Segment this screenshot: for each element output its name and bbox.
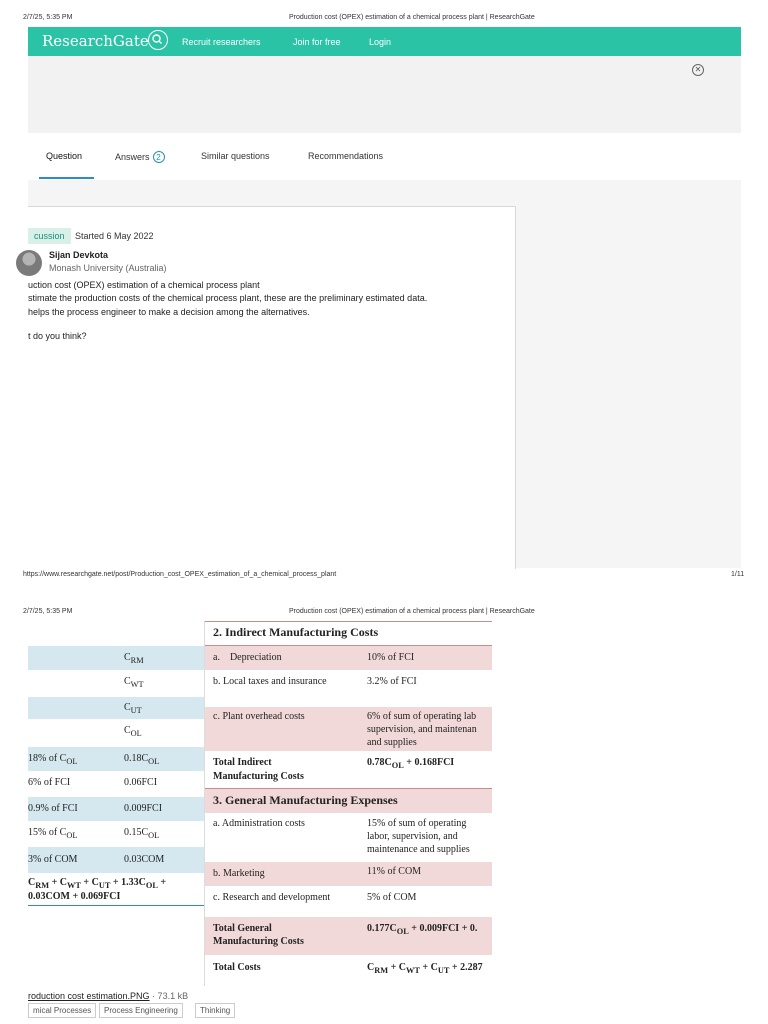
tab-similar-questions[interactable]: Similar questions	[201, 151, 270, 161]
ad-banner	[28, 56, 741, 133]
topic-tag[interactable]: mical Processes	[28, 1003, 96, 1018]
table-row: a. Administration costs 15% of sum of operating labor, supervision, and maintenance and supplies	[213, 818, 470, 855]
table-row: $C_{WT}$	[124, 676, 144, 689]
table-row: b. Local taxes and insurance 3.2% of FCI	[213, 676, 417, 687]
attachment-link[interactable]: roduction cost estimation.PNG	[28, 991, 150, 1001]
section-heading: 2. Indirect Manufacturing Costs	[205, 625, 492, 646]
table-row: a. Depreciation 10% of FCI	[205, 646, 492, 670]
cost-table-right-fragment	[205, 621, 492, 986]
join-for-free-link[interactable]: Join for free	[293, 37, 341, 47]
print-page-number: 1/11	[731, 571, 745, 578]
print-title: Production cost (OPEX) estimation of a chemical process plant | ResearchGate	[289, 14, 535, 21]
discussion-tag[interactable]: cussion	[28, 228, 71, 244]
print-url: https://www.researchgate.net/post/Production_cost_OPEX_estimation_of_a_chemical_process_plant	[23, 571, 337, 578]
table-row: $C_{OL}$	[124, 725, 142, 738]
started-date: Started 6 May 2022	[75, 231, 154, 241]
print-title: Production cost (OPEX) estimation of a chemical process plant | ResearchGate	[289, 608, 535, 615]
tab-bar	[28, 134, 741, 181]
search-icon[interactable]	[148, 30, 168, 50]
tab-answers-label: Answers	[115, 152, 150, 162]
table-row: 0.9% of FCI 0.009FCI	[28, 797, 204, 821]
tab-question[interactable]: Question	[46, 151, 83, 161]
section-heading: 3. General Manufacturing Expenses	[205, 788, 492, 813]
table-row-total: Total Costs $C_{RM} + C_{WT} + C_{UT} + 2.287$	[213, 962, 483, 975]
table-row-total: Total Indirect Manufacturing Costs $0.78C_{OL} + 0.168FCI$	[213, 757, 455, 782]
avatar[interactable]	[16, 250, 42, 276]
tab-recommendations[interactable]: Recommendations	[308, 151, 384, 161]
active-tab-indicator	[39, 177, 94, 179]
topic-tag[interactable]: Thinking	[195, 1003, 235, 1018]
table-row-total: $C_{RM} + C_{WT} + C_{UT} + 1.33C_{OL}$ + 0.03COM + 0.069FCI	[28, 875, 204, 906]
recruit-researchers-link[interactable]: Recruit researchers	[182, 37, 261, 47]
table-row: 18% of $C_{OL}$ $0.18C_{OL}$	[28, 747, 204, 771]
table-row: 6% of FCI 0.06FCI	[28, 777, 158, 788]
table-row: $C_{UT}$	[28, 697, 204, 719]
author-name[interactable]: Sijan Devkota	[49, 250, 109, 260]
question-text-line: helps the process engineer to make a decision among the alternatives.	[28, 307, 310, 317]
tab-answers[interactable]	[115, 151, 165, 163]
print-datetime: 2/7/25, 5:35 PM	[23, 14, 73, 21]
table-row: 15% of $C_{OL}$ $0.15C_{OL}$	[28, 827, 160, 840]
question-card	[28, 206, 516, 569]
answers-count-badge: 2	[153, 151, 165, 163]
login-link[interactable]: Login	[369, 37, 392, 47]
table-row-total: Total General Manufacturing Costs $0.177C_{OL} + 0.009FCI + 0$.	[205, 917, 492, 955]
table-row: 3% of COM 0.03COM	[28, 847, 204, 873]
question-text-line: stimate the production costs of the chemical process plant, these are the preliminary estimated data.	[28, 293, 428, 303]
question-title: uction cost (OPEX) estimation of a chemical process plant	[28, 280, 260, 290]
table-row: c. Plant overhead costs 6% of sum of operating lab supervision, and maintenan and supplies	[205, 707, 492, 751]
question-text-line: t do you think?	[28, 331, 87, 341]
print-datetime: 2/7/25, 5:35 PM	[23, 608, 73, 615]
table-row: $C_{RM}$	[28, 646, 204, 670]
top-navbar	[28, 27, 741, 56]
author-institution[interactable]: Monash University (Australia)	[49, 263, 167, 273]
attachment-size: · 73.1 kB	[149, 991, 189, 1001]
researchgate-logo[interactable]: ResearchGate	[42, 32, 149, 50]
close-icon[interactable]: ✕	[692, 64, 704, 76]
topic-tag[interactable]: Process Engineering	[99, 1003, 183, 1018]
attachment	[28, 991, 188, 1001]
table-row: b. Marketing 11% of COM	[205, 862, 492, 886]
table-row: c. Research and development 5% of COM	[213, 892, 417, 903]
